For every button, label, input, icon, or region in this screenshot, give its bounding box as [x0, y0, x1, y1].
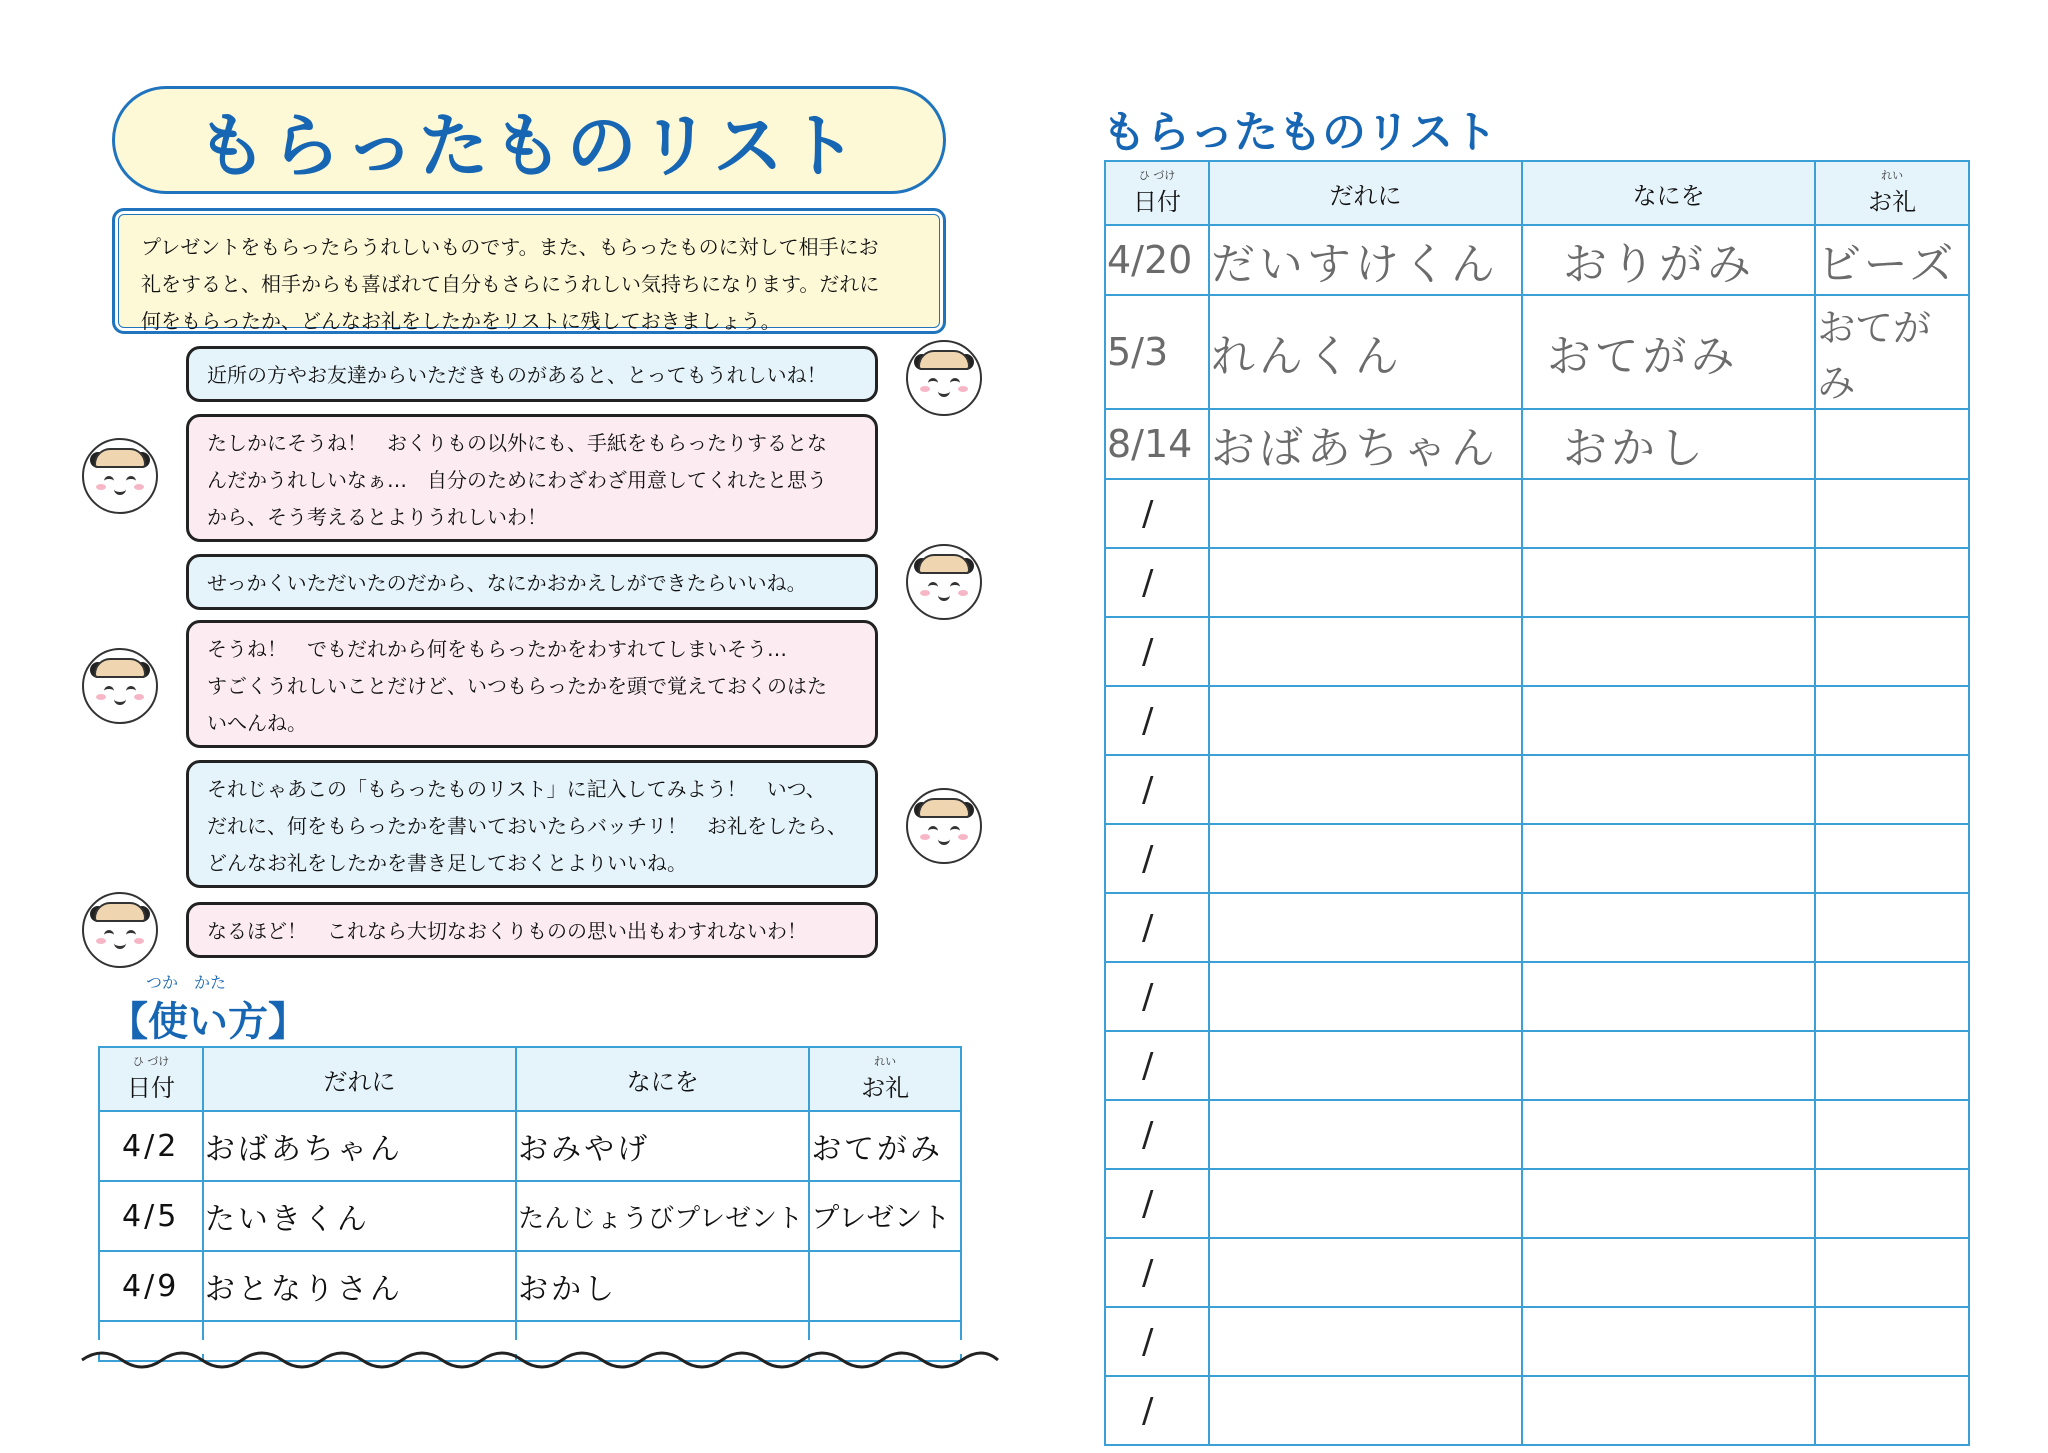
header-date: ひ づけ 日付	[99, 1047, 203, 1111]
list-row	[1105, 1100, 1969, 1169]
header-what: なにを	[516, 1047, 809, 1111]
speech-line: だれに、何をもらったかを書いておいたらバッチリ！ お礼をしたら、	[207, 814, 847, 838]
cell-what[interactable]: おてがみ	[1522, 295, 1815, 409]
speech-bubble	[186, 554, 878, 610]
list-row	[1105, 548, 1969, 617]
speech-line: から、そう考えるとよりうれしいわ！	[207, 505, 547, 529]
list-row	[1105, 1238, 1969, 1307]
speech-line: すごくうれしいことだけど、いつもらったかを頭で覚えておくのはた	[207, 674, 827, 698]
speech-line: んだかうれしいなぁ… 自分のためにわざわざ用意してくれたと思う	[207, 468, 827, 492]
panda-boy-avatar	[906, 788, 982, 864]
date-slash[interactable]: /	[1105, 1100, 1209, 1169]
speech-line: 近所の方やお友達からいただきものがあると、とってもうれしいね！	[207, 363, 827, 387]
list-row	[1105, 962, 1969, 1031]
date-slash[interactable]: /	[1105, 1376, 1209, 1445]
cell-what: たんじょうびプレゼント	[516, 1181, 809, 1251]
wavy-cut-line	[80, 1340, 1000, 1380]
speech-bubble	[186, 346, 878, 402]
cell-date[interactable]: 8/14	[1105, 409, 1209, 479]
cell-what: おかし	[516, 1251, 809, 1321]
example-table	[98, 1046, 962, 1362]
cell-thanks: プレゼント	[809, 1181, 961, 1251]
list-row	[1105, 1376, 1969, 1445]
list-row	[1105, 225, 1969, 295]
date-slash[interactable]: /	[1105, 755, 1209, 824]
panda-girl-avatar	[82, 438, 158, 514]
speech-bubble	[186, 902, 878, 958]
howto-title: 【使い方】	[108, 999, 308, 1045]
date-slash[interactable]: /	[1105, 1031, 1209, 1100]
list-row	[1105, 295, 1969, 409]
speech-line: それじゃあこの「もらったものリスト」に記入してみよう！ いつ、	[207, 777, 826, 801]
list-row	[1105, 686, 1969, 755]
list-row	[1105, 1031, 1969, 1100]
cell-thanks: おてがみ	[809, 1111, 961, 1181]
cell-who: おばあちゃん	[203, 1111, 516, 1181]
speech-bubble	[186, 414, 878, 542]
cell-who: おとなりさん	[203, 1251, 516, 1321]
date-slash[interactable]: /	[1105, 686, 1209, 755]
date-month: 4	[122, 1268, 145, 1304]
speech-line: そうね！ でもだれから何をもらったかをわすれてしまいそう…	[207, 637, 787, 661]
date-slash[interactable]: /	[1105, 479, 1209, 548]
cell-date[interactable]: 5/3	[1105, 295, 1209, 409]
table-row: 4/5 たいきくん たんじょうびプレゼント プレゼント	[99, 1181, 961, 1251]
date-day: 9	[157, 1268, 180, 1304]
date-slash[interactable]: /	[1105, 1169, 1209, 1238]
list-row	[1105, 893, 1969, 962]
header-who: だれに	[203, 1047, 516, 1111]
date-slash[interactable]: /	[1105, 824, 1209, 893]
panda-boy-avatar	[906, 544, 982, 620]
speech-line: どんなお礼をしたかを書き足しておくとよりいいね。	[207, 851, 687, 875]
cell-date[interactable]: 4/20	[1105, 225, 1209, 295]
date-month: 4	[122, 1198, 145, 1234]
cell-what: おみやげ	[516, 1111, 809, 1181]
speech-line: なるほど！ これなら大切なおくりものの思い出もわすれないわ！	[207, 919, 807, 943]
page-title: もらったものリスト	[196, 104, 862, 187]
list-row	[1105, 1307, 1969, 1376]
cell-who: たいきくん	[203, 1181, 516, 1251]
header-thanks: れい お礼	[809, 1047, 961, 1111]
list-row	[1105, 755, 1969, 824]
intro-line: 何をもらったか、どんなお礼をしたかをリストに残しておきましょう。	[141, 309, 781, 333]
list-row	[1105, 479, 1969, 548]
cell-what[interactable]: おりがみ	[1522, 225, 1815, 295]
howto-ruby: つか かた	[146, 973, 227, 992]
date-day: 2	[157, 1128, 180, 1164]
date-slash[interactable]: /	[1105, 617, 1209, 686]
table-row: 4/9 おとなりさん おかし	[99, 1251, 961, 1321]
intro-box	[112, 208, 946, 334]
header-who: だれに	[1209, 161, 1522, 225]
date-slash[interactable]: /	[1105, 962, 1209, 1031]
date-slash[interactable]: /	[1105, 1307, 1209, 1376]
speech-bubble	[186, 620, 878, 748]
list-row	[1105, 824, 1969, 893]
date-month: 4	[122, 1128, 145, 1164]
cell-who[interactable]: だいすけくん	[1209, 225, 1522, 295]
cell-thanks[interactable]	[1815, 409, 1969, 479]
speech-line: たしかにそうね！ おくりもの以外にも、手紙をもらったりするとな	[207, 431, 827, 455]
panda-girl-avatar	[82, 892, 158, 968]
intro-line: プレゼントをもらったらうれしいものです。また、もらったものに対して相手にお	[141, 235, 879, 259]
date-slash[interactable]: /	[1105, 1238, 1209, 1307]
cell-thanks[interactable]: おてがみ	[1815, 295, 1969, 409]
cell-who[interactable]: れんくん	[1209, 295, 1522, 409]
page-title-banner	[112, 86, 946, 194]
panda-girl-avatar	[82, 648, 158, 724]
date-day: 5	[157, 1198, 180, 1234]
speech-line: いへんね。	[207, 711, 307, 735]
list-title: もらったものリスト	[1102, 107, 1498, 158]
intro-line: 礼をすると、相手からも喜ばれて自分もさらにうれしい気持ちになります。だれに	[141, 272, 880, 296]
list-row	[1105, 617, 1969, 686]
gift-list-table	[1104, 160, 1970, 1446]
date-slash[interactable]: /	[1105, 893, 1209, 962]
cell-who[interactable]: おばあちゃん	[1209, 409, 1522, 479]
cell-thanks[interactable]: ビーズ	[1815, 225, 1969, 295]
speech-line: せっかくいただいたのだから、なにかおかえしができたらいいね。	[207, 571, 807, 595]
speech-bubble	[186, 760, 878, 888]
panda-boy-avatar	[906, 340, 982, 416]
table-row: 4/2 おばあちゃん おみやげ おてがみ	[99, 1111, 961, 1181]
list-row	[1105, 1169, 1969, 1238]
cell-thanks	[809, 1251, 961, 1321]
cell-what[interactable]: おかし	[1522, 409, 1815, 479]
header-thanks: れい お礼	[1815, 161, 1969, 225]
header-what: なにを	[1522, 161, 1815, 225]
list-row	[1105, 409, 1969, 479]
header-date: ひ づけ 日付	[1105, 161, 1209, 225]
date-slash[interactable]: /	[1105, 548, 1209, 617]
